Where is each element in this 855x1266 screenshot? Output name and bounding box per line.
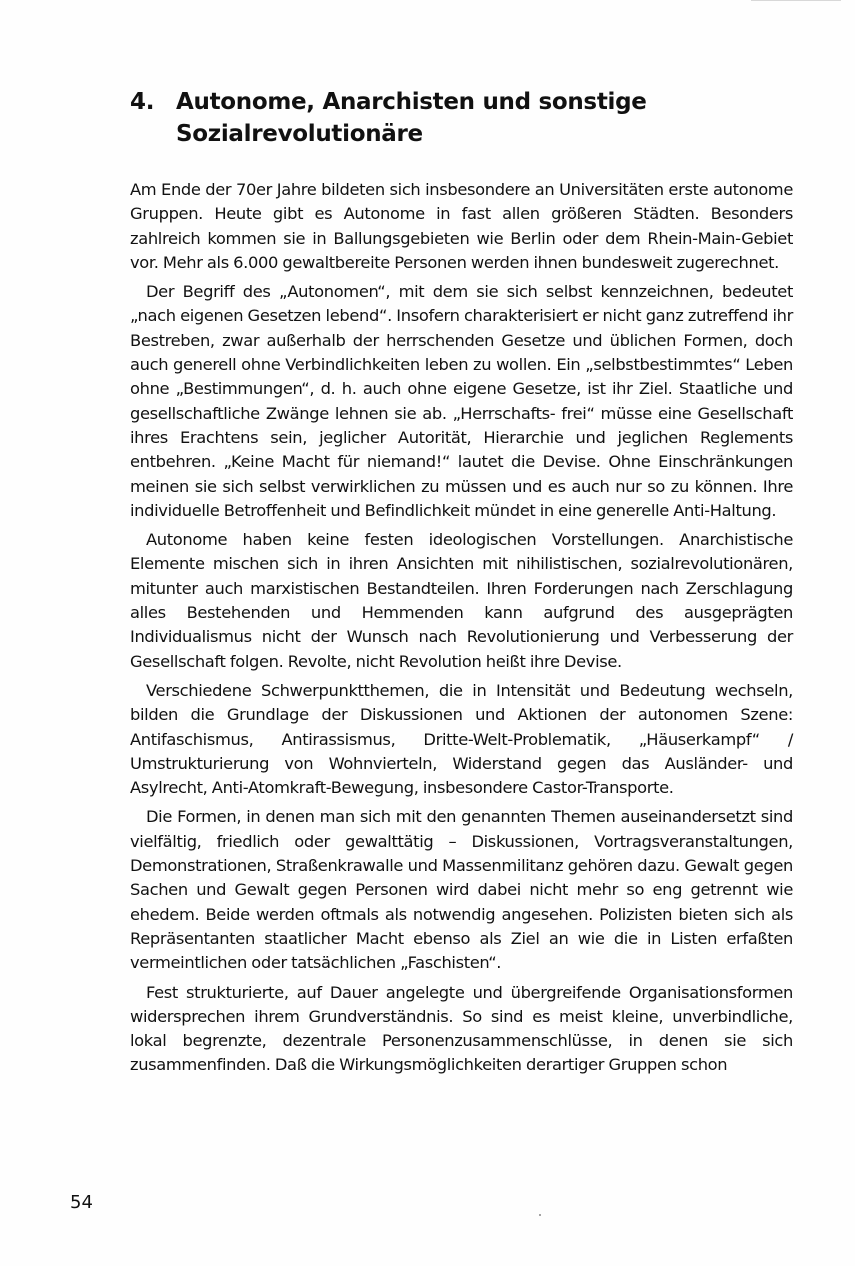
- paragraph-1: Am Ende der 70er Jahre bildeten sich insbesondere an Universitäten erste autonome Gruppen. Heute gibt es Autonome in fast allen größeren Städten. Besonders zahlreich kommen sie in Ballungsgebieten wie Berlin oder dem Rhein-Main-Gebiet vor. Mehr als 6.000 gewaltbereite Personen werden ihnen bundesweit zugerechnet.: [130, 180, 793, 272]
- paragraph-4: Verschiedene Schwerpunktthemen, die in Intensität und Bedeutung wechseln, bilden die Grundlage der Diskussionen und Aktionen der autonomen Szene: Antifaschismus, Antirassismus, Dritte-Welt-Problematik, „Häuserkampf“ / Umstrukturierung von Wohnvierteln, Widerstand gegen das Ausländer- und Asylrecht, Anti-Atomkraft-Bewegung, insbesondere Castor-Transporte.: [130, 680, 793, 798]
- paragraph-5: Die Formen, in denen man sich mit den genannten Themen auseinandersetzt sind vielfältig, friedlich oder gewalttätig – Diskussionen, Vortragsveranstaltungen, Demonstrationen, Straßenkrawalle und Massenmilitanz gehören dazu. Gewalt gegen Sachen und Gewalt gegen Personen wird dabei nicht mehr so eng getrennt wie ehedem. Beide werden oftmals als notwendig angesehen. Polizisten bieten sich als Repräsentanten staatlicher Macht ebenso als Ziel an wie die in Listen erfaßten vermeintlichen oder tatsächlichen „Faschisten“.: [130, 807, 793, 973]
- scan-speck: [539, 1214, 541, 1216]
- body-text: [130, 178, 793, 1083]
- page-number: 54: [70, 1192, 93, 1213]
- section-title: Autonome, Anarchisten und sonstige Sozialrevolutionäre: [176, 89, 647, 147]
- top-rule: [751, 0, 841, 1]
- section-number: 4.: [130, 89, 155, 115]
- section-heading: [130, 86, 790, 150]
- paragraph-6: Fest strukturierte, auf Dauer angelegte und übergreifende Organisationsformen widersprechen ihrem Grundverständnis. So sind es meist kleine, unverbindliche, lokal begrenzte, dezentrale Personenzusammenschlüsse, in denen sie sich zusammenfinden. Daß die Wirkungsmöglichkeiten derartiger Gruppen schon: [130, 982, 793, 1075]
- paragraph-3: Autonome haben keine festen ideologischen Vorstellungen. Anarchistische Elemente mischen sich in ihren Ansichten mit nihilistischen, sozialrevolutionären, mitunter auch marxistischen Bestandteilen. Ihren Forderungen nach Zerschlagung alles Bestehenden und Hemmenden kann aufgrund des ausgeprägten Individualismus nicht der Wunsch nach Revolutionierung und Verbesserung der Gesellschaft folgen. Revolte, nicht Revolution heißt ihre Devise.: [130, 530, 793, 671]
- paragraph-2: Der Begriff des „Autonomen“, mit dem sie sich selbst kennzeichnen, bedeutet „nach eigenen Gesetzen lebend“. Insofern charakterisiert er nicht ganz zutreffend ihr Bestreben, zwar außerhalb der herrschenden Gesetze und üblichen Formen, doch auch generell ohne Verbindlichkeiten leben zu wollen. Ein „selbstbestimmtes“ Leben ohne „Bestimmungen“, d. h. auch ohne eigene Gesetze, ist ihr Ziel. Staatliche und gesellschaftliche Zwänge lehnen sie ab. „Herrschafts- frei“ müsse eine Gesellschaft ihres Erachtens sein, jeglicher Autorität, Hierarchie und jeglichen Reglements entbehren. „Keine Macht für niemand!“ lautet die Devise. Ohne Einschränkungen meinen sie sich selbst verwirklichen zu müssen und es auch nur so zu können. Ihre individuelle Betroffenheit und Befindlichkeit mündet in eine generelle Anti-Haltung.: [130, 282, 793, 520]
